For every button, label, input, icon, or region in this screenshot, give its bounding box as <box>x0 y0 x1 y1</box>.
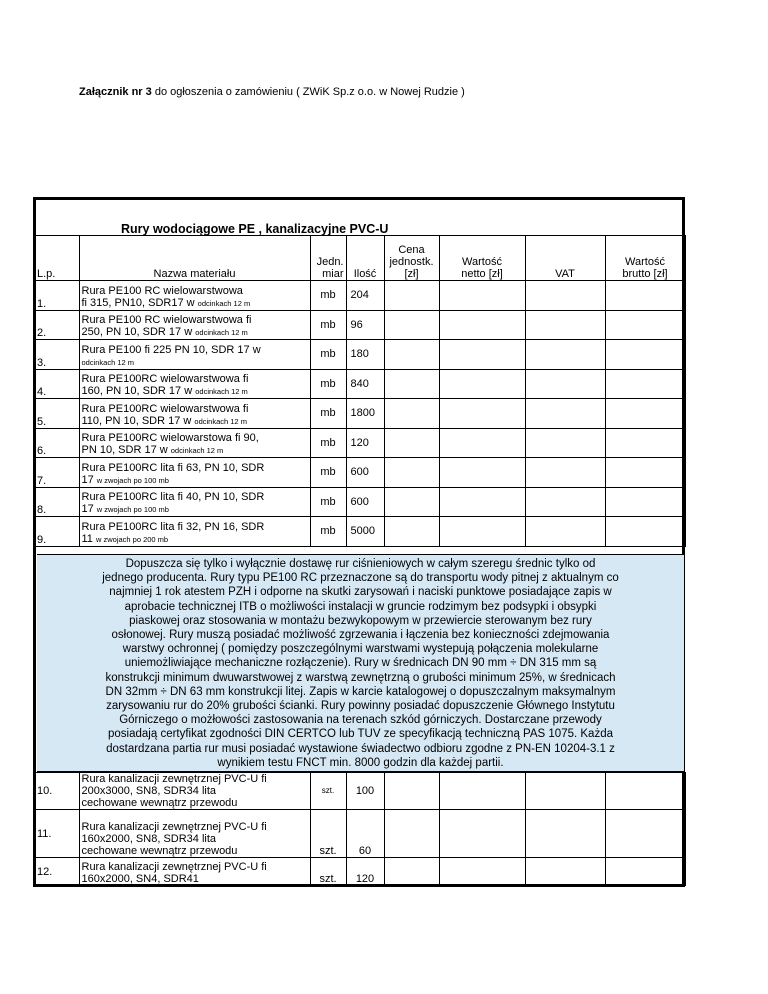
row-net <box>439 340 525 370</box>
row-unit: mb <box>310 458 346 488</box>
row-qty: 5000 <box>346 517 384 547</box>
row-gross <box>605 458 685 488</box>
row-lp: 4. <box>35 369 79 399</box>
row-qty: 600 <box>346 487 384 517</box>
row-net <box>439 369 525 399</box>
row-gross <box>605 487 685 517</box>
table-row <box>35 773 685 810</box>
notice-line: posiadają certyfikat zgodności DIN CERTCO lub TUV ze specyfikacją techniczną PAS 1075. Każda <box>108 728 613 741</box>
row-net <box>439 773 525 810</box>
row-gross <box>605 428 685 458</box>
row-material-name: Rura PE100 RC wielowarstwowa fi 315, PN10, SDR17 w odcinkach 12 m <box>79 281 310 311</box>
row-unit-price <box>384 810 439 858</box>
row-unit-price <box>384 858 439 886</box>
row-vat <box>525 487 605 517</box>
row-lp: 5. <box>35 399 79 429</box>
row-gross <box>605 517 685 547</box>
row-gross <box>605 369 685 399</box>
table-row <box>35 858 685 886</box>
table-row <box>35 810 685 858</box>
notice-line: konstrukcji minimum dwuwarstwowej z warstwą zewnętrzną o grubości minimum 25%, w średnicach <box>105 671 616 684</box>
row-material-name: Rura PE100 fi 225 PN 10, SDR 17 w odcinkach 12 m <box>79 340 310 370</box>
row-unit-price <box>384 428 439 458</box>
table-row <box>35 281 685 311</box>
notice-line: Dopuszcza się tylko i wyłącznie dostawę rur ciśnieniowych w całym szeregu średnic tylko od <box>125 558 596 570</box>
table-row <box>35 399 685 429</box>
attachment-header <box>79 86 465 98</box>
notice-line: zarysowaniu rur do 20% grubości ścianki. Rury powinny posiadać dopuszczenie Głównego Instytutu <box>106 700 615 713</box>
section-title: Rury wodociągowe PE , kanalizacyjne PVC-U <box>121 222 389 236</box>
notice-line: najmniej 1 rok atestem PZH i odporne na skutki zarysowań i naciski punktowe posiadające zapis w <box>109 586 612 599</box>
row-unit-price <box>384 487 439 517</box>
row-lp: 1. <box>35 281 79 311</box>
row-unit-price <box>384 517 439 547</box>
row-gross <box>605 773 685 810</box>
row-unit-price <box>384 369 439 399</box>
row-vat <box>525 458 605 488</box>
row-vat <box>525 858 605 886</box>
col-qty-header: Ilość <box>346 236 384 281</box>
table-row <box>35 369 685 399</box>
row-lp: 6. <box>35 428 79 458</box>
col-net-header: Wartość netto [zł] <box>439 236 525 281</box>
notice-line: osłonowej. Rury muszą posiadać możliwość zgrzewania i łączenia bez konieczności zdejmowania <box>111 629 610 642</box>
row-qty: 120 <box>346 858 384 886</box>
row-unit: mb <box>310 340 346 370</box>
row-qty: 60 <box>346 810 384 858</box>
row-vat <box>525 428 605 458</box>
row-gross <box>605 310 685 340</box>
row-vat <box>525 340 605 370</box>
row-net <box>439 458 525 488</box>
row-vat <box>525 369 605 399</box>
row-qty: 1800 <box>346 399 384 429</box>
col-name-header: Nazwa materiału <box>79 236 310 281</box>
row-vat <box>525 281 605 311</box>
row-unit: mb <box>310 517 346 547</box>
notice-line: dostardzana partia rur musi posiadać wystawione świadectwo odbioru zgodne z PN-EN 10204-3.1 z <box>106 742 615 755</box>
row-lp: 12. <box>35 858 79 886</box>
row-net <box>439 281 525 311</box>
notice-line: wynikiem testu FNCT min. 8000 godzin dla każdej partii. <box>217 756 504 769</box>
row-net <box>439 399 525 429</box>
row-unit-price <box>384 458 439 488</box>
row-vat <box>525 310 605 340</box>
row-net <box>439 428 525 458</box>
row-gross <box>605 810 685 858</box>
row-unit-price <box>384 281 439 311</box>
row-material-name: Rura PE100 RC wielowarstwowa fi 250, PN 10, SDR 17 w odcinkach 12 m <box>79 310 310 340</box>
attachment-description: do ogłoszenia o zamówieniu ( ZWiK Sp.z o.o. w Nowej Rudzie ) <box>151 86 465 98</box>
row-unit-price <box>384 773 439 810</box>
row-lp: 10. <box>35 773 79 810</box>
notice-line: warstwy ochronnej ( pomiędzy poszczególnymi warstwami wystepują połączenia molekularne <box>122 643 599 656</box>
col-lp-header: L.p. <box>35 236 79 281</box>
row-qty: 100 <box>346 773 384 810</box>
col-unit-price-header: Cena jednostk. [zł] <box>384 236 439 281</box>
row-unit: mb <box>310 369 346 399</box>
row-vat <box>525 810 605 858</box>
table-row <box>35 340 685 370</box>
row-unit: mb <box>310 281 346 311</box>
table-row <box>35 458 685 488</box>
notice-line: aprobacie technicznej ITB o możliwości instalacji w gruncie rodzimym bez podsypki i obsypki <box>124 600 597 613</box>
row-lp: 3. <box>35 340 79 370</box>
row-lp: 7. <box>35 458 79 488</box>
row-qty: 840 <box>346 369 384 399</box>
table-row <box>35 310 685 340</box>
row-gross <box>605 340 685 370</box>
col-vat-header: VAT <box>525 236 605 281</box>
row-net <box>439 810 525 858</box>
row-unit: mb <box>310 487 346 517</box>
row-unit: szt. <box>310 810 346 858</box>
notice-line: piaskowej oraz stosowania w montażu bezwykopowym w przewiercie sterowanym bez rury <box>129 614 592 627</box>
row-material-name: Rura kanalizacji zewnętrznej PVC-U fi 160x2000, SN4, SDR41 <box>79 858 310 886</box>
row-unit: mb <box>310 399 346 429</box>
row-material-name: Rura PE100RC wielowarstwowa fi 110, PN 10, SDR 17 w odcinkach 12 m <box>79 399 310 429</box>
table-row <box>35 487 685 517</box>
supply-requirements-notice <box>37 554 684 772</box>
col-gross-header: Wartość brutto [zł] <box>605 236 685 281</box>
materials-table-pvc <box>35 772 686 886</box>
row-net <box>439 858 525 886</box>
row-gross <box>605 399 685 429</box>
row-vat <box>525 399 605 429</box>
row-qty: 180 <box>346 340 384 370</box>
row-gross <box>605 281 685 311</box>
row-material-name: Rura PE100RC wielowarstowa fi 90, PN 10, SDR 17 w odcinkach 12 m <box>79 428 310 458</box>
row-lp: 8. <box>35 487 79 517</box>
row-unit-price <box>384 310 439 340</box>
row-lp: 11. <box>35 810 79 858</box>
col-unit-header: Jedn. miar <box>310 236 346 281</box>
row-qty: 204 <box>346 281 384 311</box>
row-gross <box>605 858 685 886</box>
row-net <box>439 310 525 340</box>
row-qty: 96 <box>346 310 384 340</box>
row-unit-price <box>384 340 439 370</box>
row-net <box>439 487 525 517</box>
row-vat <box>525 517 605 547</box>
row-material-name: Rura kanalizacji zewnętrznej PVC-U fi 160x2000, SN8, SDR34 lita cechowane wewnątrz przewodu <box>79 810 310 858</box>
row-material-name: Rura PE100RC lita fi 40, PN 10, SDR 17 w zwojach po 100 mb <box>79 487 310 517</box>
row-qty: 600 <box>346 458 384 488</box>
table-row <box>35 428 685 458</box>
attachment-label: Załącznik nr 3 <box>79 86 152 98</box>
notice-line: jednego producenta. Rury typu PE100 RC przeznaczone są do transportu wody pitnej z aktualnym co <box>102 572 619 585</box>
row-material-name: Rura kanalizacji zewnętrznej PVC-U fi 200x3000, SN8, SDR34 lita cechowane wewnątrz przewodu <box>79 773 310 810</box>
row-material-name: Rura PE100RC lita fi 63, PN 10, SDR 17 w zwojach po 100 mb <box>79 458 310 488</box>
row-unit: mb <box>310 428 346 458</box>
row-material-name: Rura PE100RC lita fi 32, PN 16, SDR 11 w zwojach po 200 mb <box>79 517 310 547</box>
table-row <box>35 517 685 547</box>
row-vat <box>525 773 605 810</box>
row-material-name: Rura PE100RC wielowarstwowa fi 160, PN 10, SDR 17 w odcinkach 12 m <box>79 369 310 399</box>
row-net <box>439 517 525 547</box>
row-lp: 2. <box>35 310 79 340</box>
notice-line: DN 32mm ÷ DN 63 mm konstrukcji litej. Zapis w karcie katalogowej o dopuszczalnym maksymalnym <box>105 685 616 698</box>
table-header-row <box>35 236 685 281</box>
row-qty: 120 <box>346 428 384 458</box>
row-unit: szt. <box>310 858 346 886</box>
row-unit-price <box>384 399 439 429</box>
row-unit: szt. <box>310 773 346 810</box>
notice-line: Górniczego o możłowości zastosowania na terenach szkód górniczych. Dostarczane przewody <box>119 714 602 727</box>
row-unit: mb <box>310 310 346 340</box>
materials-table-pe <box>35 235 686 547</box>
notice-line: uniemożliwiające mechaniczne rozłączenie). Rury w średnicach DN 90 mm ÷ DN 315 mm są <box>124 657 597 670</box>
row-lp: 9. <box>35 517 79 547</box>
